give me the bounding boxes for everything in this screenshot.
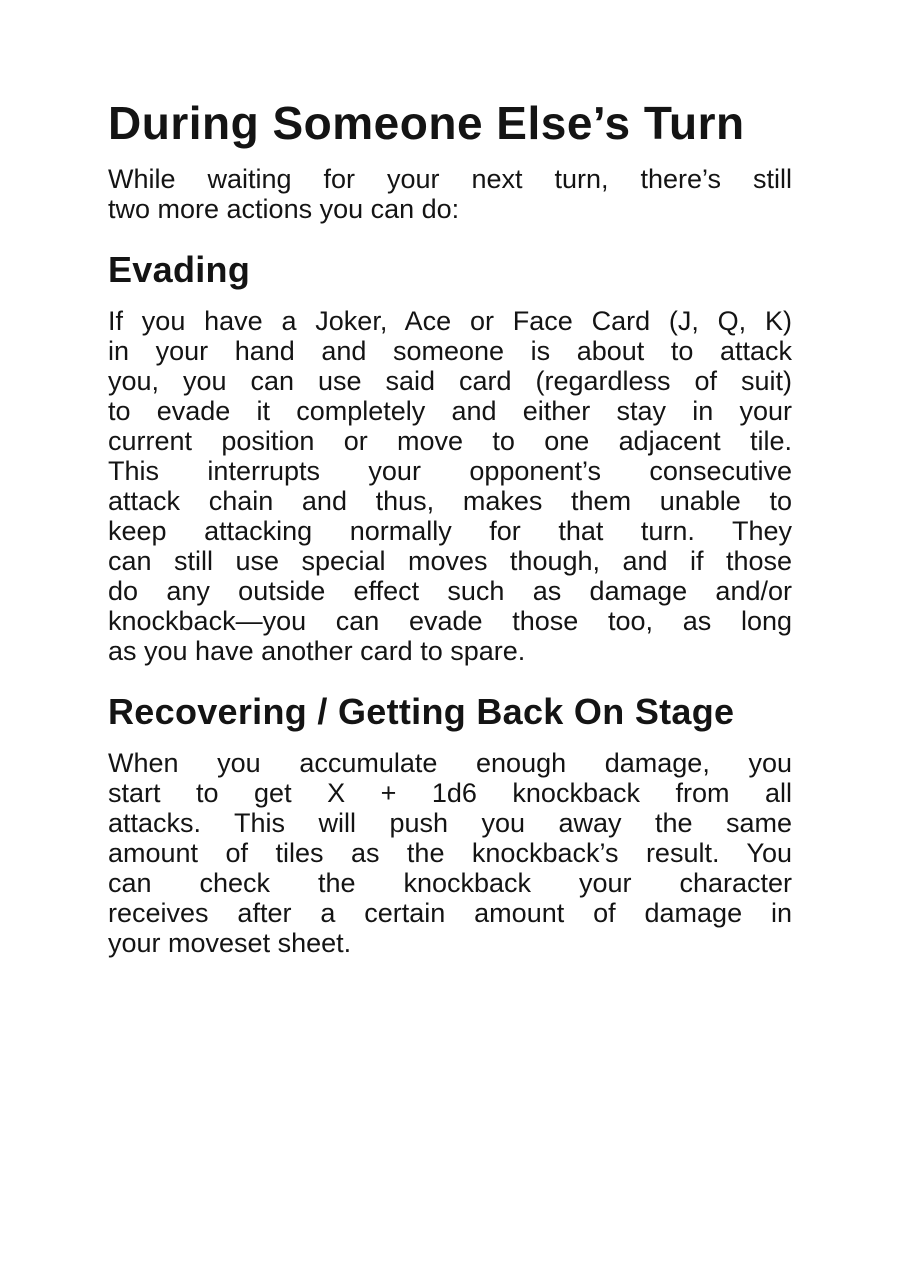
text-line: as you have another card to spare. bbox=[108, 636, 526, 666]
text-line: receives after a certain amount of damage in bbox=[108, 898, 792, 928]
text-line: attacks. This will push you away the same bbox=[108, 808, 792, 838]
text-line: start to get X + 1d6 knockback from all bbox=[108, 778, 792, 808]
text-line: This interrupts your opponent’s consecutive bbox=[108, 456, 792, 486]
text-line: to evade it completely and either stay in your bbox=[108, 396, 792, 426]
text-line: in your hand and someone is about to attack bbox=[108, 336, 792, 366]
text-line: current position or move to one adjacent tile. bbox=[108, 426, 792, 456]
intro-paragraph bbox=[108, 164, 792, 224]
evading-paragraph bbox=[108, 306, 792, 666]
text-line: two more actions you can do: bbox=[108, 194, 460, 224]
text-line: your moveset sheet. bbox=[108, 928, 352, 958]
document-page bbox=[108, 0, 792, 958]
text-line: can check the knockback your character bbox=[108, 868, 792, 898]
text-line: do any outside effect such as damage and/or bbox=[108, 576, 792, 606]
section-heading-recovering: Recovering / Getting Back On Stage bbox=[108, 691, 735, 732]
text-line: While waiting for your next turn, there’s still bbox=[108, 164, 792, 194]
section-heading-evading: Evading bbox=[108, 249, 251, 290]
text-line: you, you can use said card (regardless of suit) bbox=[108, 366, 792, 396]
text-line: When you accumulate enough damage, you bbox=[108, 748, 792, 778]
text-line: If you have a Joker, Ace or Face Card (J, Q, K) bbox=[108, 306, 792, 336]
text-line: amount of tiles as the knockback’s result. You bbox=[108, 838, 792, 868]
text-line: keep attacking normally for that turn. They bbox=[108, 516, 792, 546]
recovering-paragraph bbox=[108, 748, 792, 958]
text-line: attack chain and thus, makes them unable to bbox=[108, 486, 792, 516]
page-title: During Someone Else’s Turn bbox=[108, 97, 745, 149]
text-line: knockback—you can evade those too, as long bbox=[108, 606, 792, 636]
text-line: can still use special moves though, and if those bbox=[108, 546, 792, 576]
